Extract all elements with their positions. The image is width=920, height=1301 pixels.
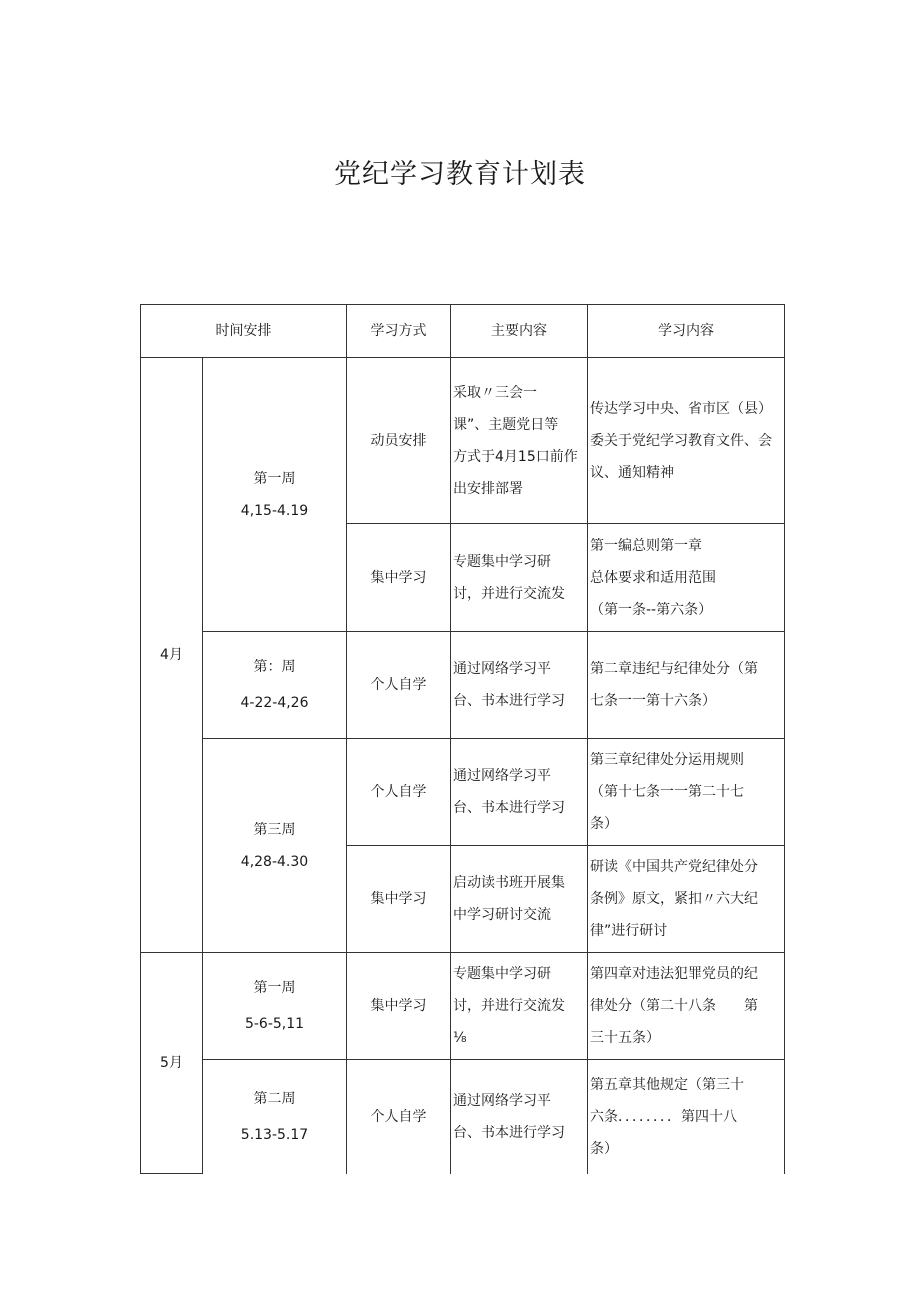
month-may: 5月	[141, 953, 203, 1174]
week-label: 第二周	[253, 1090, 296, 1107]
header-method: 学习方式	[347, 305, 451, 358]
week-label: 第三周	[253, 821, 296, 838]
method-cell: 个人自学	[347, 632, 451, 739]
study-content-cell: 第一编总则第一章 总体要求和适用范围 （第一条--第六条）	[588, 524, 785, 632]
week-label: 第一周	[253, 980, 296, 996]
study-content-cell: 第五章其他规定（第三十 六条．．．．．．．．第四十八 条）	[588, 1060, 785, 1174]
study-content-cell: 第二章违纪与纪律处分（第 七条一一第十六条）	[588, 632, 785, 739]
week-dates: 5.13-5.17	[240, 1126, 309, 1143]
method-cell: 集中学习	[347, 953, 451, 1060]
table-row	[141, 739, 785, 846]
week-dates: 5-6-5,11	[244, 1016, 305, 1032]
week-label: 第一周	[253, 470, 296, 487]
method-cell: 个人自学	[347, 1060, 451, 1174]
main-content-cell: 通过网络学习平 台、书本进行学习	[451, 632, 588, 739]
week-cell	[203, 739, 347, 953]
week-dates: 4-22-4,26	[240, 695, 309, 711]
method-cell: 个人自学	[347, 739, 451, 846]
week-cell	[203, 358, 347, 632]
header-time: 时间安排	[141, 305, 347, 358]
main-content-cell: 专题集中学习研 讨，并进行交流发	[451, 524, 588, 632]
week-cell	[203, 632, 347, 739]
method-cell: 集中学习	[347, 524, 451, 632]
main-content-cell: 采取〃三会一 课”、主题党日等 方式于4月15口前作 出安排部署	[451, 358, 588, 524]
method-cell: 集中学习	[347, 846, 451, 953]
table-row	[141, 953, 785, 1060]
main-content-cell: 通过网络学习平 台、书本进行学习	[451, 1060, 588, 1174]
week-cell	[203, 953, 347, 1060]
study-content-cell: 第四章对违法犯罪党员的纪 律处分（第二十八条 第 三十五条）	[588, 953, 785, 1060]
week-cell	[203, 1060, 347, 1174]
month-april: 4月	[141, 358, 203, 953]
week-dates: 4,28-4.30	[240, 853, 309, 870]
study-content-cell: 研读《中国共产党纪律处分 条例》原文，紧扣〃六大纪 律”进行研讨	[588, 846, 785, 953]
main-content-cell: 专题集中学习研 讨，并进行交流发 ⅛	[451, 953, 588, 1060]
week-label: 第：周	[253, 659, 296, 675]
study-content-cell: 第三章纪律处分运用规则 （第十七条一一第二十七 条）	[588, 739, 785, 846]
header-main-content: 主要内容	[451, 305, 588, 358]
table-header-row	[141, 305, 785, 358]
table-row	[141, 1060, 785, 1174]
table-row	[141, 358, 785, 524]
study-content-cell: 传达学习中央、省市区（县） 委关于党纪学习教育文件、会 议、通知精神	[588, 358, 785, 524]
table-row	[141, 632, 785, 739]
method-cell: 动员安排	[347, 358, 451, 524]
page-title: 党纪学习教育计划表	[334, 159, 586, 190]
study-plan-table	[140, 304, 785, 1174]
week-dates: 4,15-4.19	[240, 502, 309, 519]
main-content-cell: 通过网络学习平 台、书本进行学习	[451, 739, 588, 846]
main-content-cell: 启动读书班开展集 中学习研讨交流	[451, 846, 588, 953]
header-study-content: 学习内容	[588, 305, 785, 358]
